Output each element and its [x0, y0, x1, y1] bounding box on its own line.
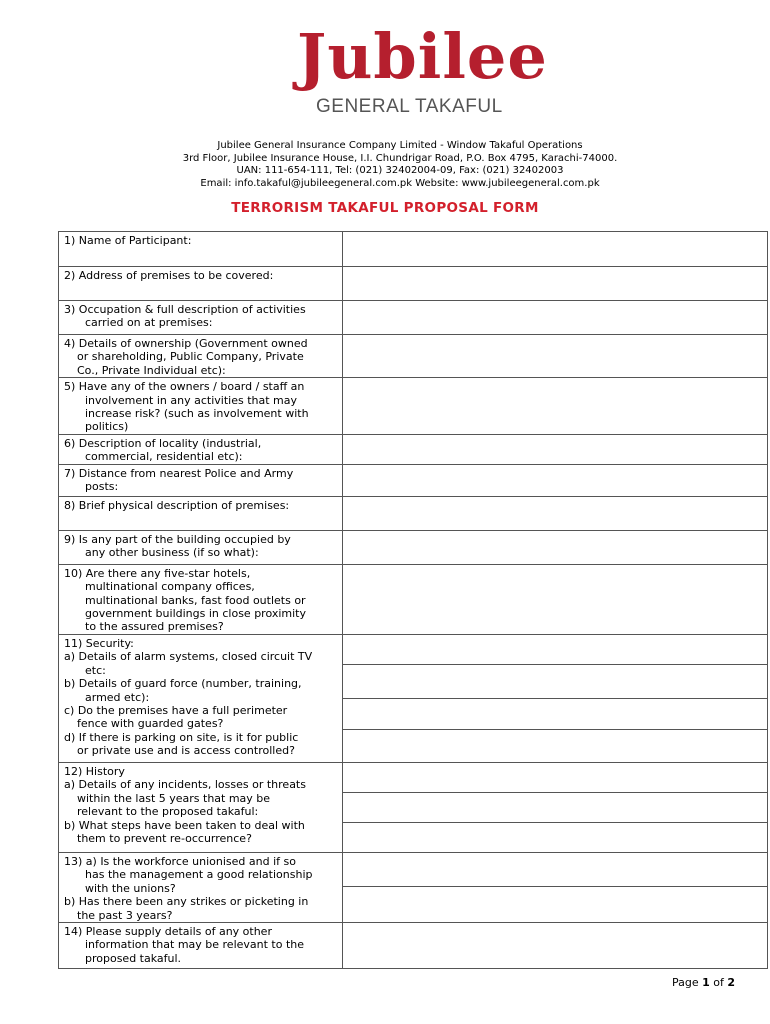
page-number	[672, 976, 735, 989]
answer-field-physical-description[interactable]	[342, 496, 767, 530]
question-text: proposed takaful.	[85, 951, 182, 965]
question-text: fence with guarded gates?	[77, 717, 224, 731]
form-title: TERRORISM TAKAFUL PROPOSAL FORM	[231, 200, 539, 216]
logo-subtitle: GENERAL TAKAFUL	[316, 96, 503, 117]
question-cell	[59, 634, 343, 762]
question-text: Co., Private Individual etc):	[77, 363, 226, 377]
answer-field-strikes[interactable]	[343, 887, 767, 920]
question-text: 8) Brief physical description of premises:	[64, 498, 290, 512]
question-cell	[59, 530, 343, 564]
question-text: involvement in any activities that may	[85, 393, 297, 407]
question-text: with the unions?	[85, 881, 176, 895]
form-row-q8	[59, 496, 768, 530]
question-text: has the management a good relationship	[85, 868, 313, 882]
proposal-form-table	[58, 231, 768, 969]
question-text: within the last 5 years that may be	[77, 791, 271, 805]
question-text: carried on at premises:	[85, 316, 213, 330]
question-cell	[59, 762, 343, 852]
question-cell	[59, 564, 343, 634]
question-text: government buildings in close proximity	[85, 607, 307, 621]
form-row-q14	[59, 922, 768, 968]
question-text: to the assured premises?	[85, 620, 224, 634]
question-text: 5) Have any of the owners / board / staff an	[64, 380, 305, 394]
company-logo	[0, 12, 770, 122]
question-text: 2) Address of premises to be covered:	[64, 269, 274, 282]
question-cell	[59, 232, 343, 267]
question-text: increase risk? (such as involvement with	[85, 407, 309, 421]
answer-field-perimeter-fence[interactable]	[343, 699, 767, 730]
answer-field-union[interactable]	[343, 853, 767, 887]
page-current: 1	[702, 976, 710, 989]
answer-group-workforce	[342, 852, 767, 922]
question-text: posts:	[85, 480, 119, 494]
question-text: 13) a) Is the workforce unionised and if so	[64, 854, 296, 868]
answer-field-address[interactable]	[342, 267, 767, 301]
page-of-label: of	[713, 976, 724, 989]
answer-field-guard-force[interactable]	[343, 665, 767, 699]
form-row-q10	[59, 564, 768, 634]
question-text: b) Has there been any strikes or picketing in	[64, 895, 309, 909]
question-text: d) If there is parking on site, is it for public	[64, 730, 299, 744]
question-text: or private use and is access controlled?	[77, 744, 295, 758]
question-cell	[59, 378, 343, 435]
question-cell	[59, 464, 343, 496]
form-row-q7	[59, 464, 768, 496]
form-row-q4	[59, 335, 768, 378]
form-row-q13	[59, 852, 768, 922]
form-row-q3	[59, 301, 768, 335]
question-cell	[59, 852, 343, 922]
question-text: 9) Is any part of the building occupied by	[64, 532, 291, 546]
question-text: the past 3 years?	[77, 908, 173, 922]
question-text: a) Details of alarm systems, closed circuit TV	[64, 650, 313, 664]
answer-field-distance[interactable]	[342, 464, 767, 496]
logo-wordmark: Jubilee	[297, 20, 548, 93]
form-row-q12	[59, 762, 768, 852]
question-cell	[59, 434, 343, 464]
question-cell	[59, 335, 343, 378]
answer-field-involvement[interactable]	[342, 378, 767, 435]
question-text: or shareholding, Public Company, Private	[77, 350, 304, 364]
question-text: 14) Please supply details of any other	[64, 924, 272, 938]
page-label: Page	[672, 976, 699, 989]
answer-group-security	[342, 634, 767, 762]
question-text: multinational banks, fast food outlets or	[85, 593, 306, 607]
question-text: a) Details of any incidents, losses or threats	[64, 778, 306, 792]
question-text: 10) Are there any five-star hotels,	[64, 566, 251, 580]
answer-field-occupation[interactable]	[342, 301, 767, 335]
contact-line: UAN: 111-654-111, Tel: (021) 32402004-09, Fax: (021) 32402003	[236, 165, 564, 176]
answer-field-ownership[interactable]	[342, 335, 767, 378]
question-text: multinational company offices,	[85, 580, 255, 594]
answer-field-incidents[interactable]	[343, 763, 767, 793]
question-text: b) Details of guard force (number, training,	[64, 677, 302, 691]
question-text: 6) Description of locality (industrial,	[64, 436, 262, 450]
question-text: 11) Security:	[64, 636, 134, 650]
question-text: 12) History	[64, 764, 125, 778]
answer-group-history	[342, 762, 767, 852]
question-cell	[59, 922, 343, 968]
company-contact-block	[0, 140, 770, 190]
answer-field-other-business[interactable]	[342, 530, 767, 564]
form-row-q2	[59, 267, 768, 301]
question-text: etc:	[85, 663, 106, 677]
question-text: relevant to the proposed takaful:	[77, 805, 259, 819]
form-row-q5	[59, 378, 768, 435]
question-cell	[59, 301, 343, 335]
answer-field-incidents-continued[interactable]	[343, 793, 767, 823]
question-text: them to prevent re-occurrence?	[77, 831, 252, 845]
question-text: commercial, residential etc):	[85, 450, 243, 464]
question-cell	[59, 267, 343, 301]
question-text: armed etc):	[85, 690, 150, 704]
form-row-q6	[59, 434, 768, 464]
answer-field-prevention-steps[interactable]	[343, 823, 767, 852]
question-cell	[59, 496, 343, 530]
contact-line: Jubilee General Insurance Company Limited - Window Takaful Operations	[217, 140, 583, 151]
question-text: 3) Occupation & full description of activities	[64, 303, 306, 316]
answer-field-name-of-participant[interactable]	[342, 232, 767, 267]
answer-field-proximity[interactable]	[342, 564, 767, 634]
contact-line: 3rd Floor, Jubilee Insurance House, I.I. Chundrigar Road, P.O. Box 4795, Karachi-74000.	[182, 152, 618, 164]
question-text: any other business (if so what):	[85, 546, 259, 560]
question-text: c) Do the premises have a full perimeter	[64, 703, 288, 717]
page-total: 2	[727, 976, 736, 989]
contact-line: Email: info.takaful@jubileegeneral.com.pk Website: www.jubileegeneral.com.pk	[200, 177, 600, 189]
answer-field-locality[interactable]	[342, 434, 767, 464]
form-row-q11	[59, 634, 768, 762]
form-row-q9	[59, 530, 768, 564]
form-row-q1	[59, 232, 768, 267]
answer-field-other-information[interactable]	[342, 922, 767, 968]
question-text: 7) Distance from nearest Police and Army	[64, 466, 294, 480]
question-text: 4) Details of ownership (Government owned	[64, 337, 308, 350]
answer-field-alarm-systems[interactable]	[343, 635, 767, 665]
question-text: 1) Name of Participant:	[64, 234, 192, 247]
answer-field-parking[interactable]	[343, 730, 767, 762]
question-text: b) What steps have been taken to deal with	[64, 818, 305, 832]
question-text: information that may be relevant to the	[85, 938, 305, 952]
question-text: politics)	[85, 420, 129, 434]
